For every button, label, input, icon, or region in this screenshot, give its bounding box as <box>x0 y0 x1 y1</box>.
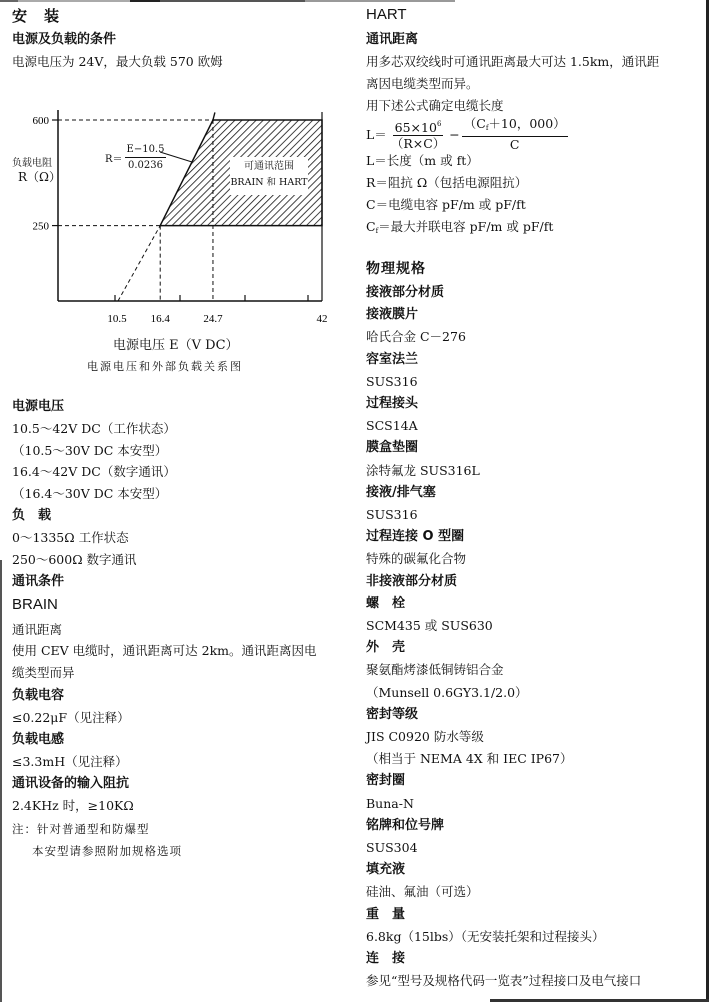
install-title: 安 装 <box>12 7 61 25</box>
spec-value: 特殊的碳氟化合物 <box>366 551 467 567</box>
cable-length-formula <box>366 116 570 152</box>
scan-left-edge <box>0 560 2 1002</box>
formula-numerator-1 <box>393 117 444 136</box>
spec-heading: 接液/排气塞 <box>366 484 436 500</box>
spec-value: 参见“型号及规格代码一览表”过程接口及电气接口 <box>366 973 642 989</box>
spec-value: 硅油、氟油（可选） <box>366 884 479 900</box>
input-impedance-heading: 通讯设备的输入阻抗 <box>12 776 130 791</box>
formula-num2-b: ＋10，000） <box>488 116 566 131</box>
load-line: 250～600Ω 数字通讯 <box>12 552 137 567</box>
hart-title: HART <box>366 6 407 23</box>
spec-value: （相当于 NEMA 4X 和 IEC IP67） <box>366 751 573 767</box>
brain-distance-label: 通讯距离 <box>12 622 63 637</box>
formula-denominator-1: （R×C） <box>390 136 446 151</box>
load-line: 0～1335Ω 工作状态 <box>12 530 129 545</box>
x-tick-label: 10.5 <box>107 313 127 325</box>
supply-load-chart <box>0 100 350 390</box>
spec-heading: 接液膜片 <box>366 307 419 323</box>
x-axis-label: 电源电压 E（V DC） <box>113 338 239 353</box>
spec-value: 哈氏合金 C－276 <box>366 329 466 345</box>
formula-num2-a: （C <box>463 116 486 131</box>
spec-value: Buna-N <box>366 795 414 811</box>
brain-distance-line: 使用 CEV 电缆时，通讯距离可达 2km。通讯距离因电 <box>12 643 317 658</box>
brain-distance-line: 缆类型而异 <box>12 665 75 680</box>
formula-def: L＝长度（m 或 ft） <box>366 153 479 168</box>
load-inductance-heading: 负载电感 <box>12 732 65 747</box>
spec-heading: 非接液部分材质 <box>366 573 458 589</box>
chart-title: 电源电压和外部负载关系图 <box>87 360 243 373</box>
spec-heading: 铭牌和位号牌 <box>366 817 445 833</box>
region-label-line2: BRAIN 和 HART <box>230 177 308 188</box>
hart-distance-line: 用多芯双绞线时可通讯距离最大可达 1.5km，通讯距 <box>366 54 660 69</box>
power-load-text: 电源电压为 24V，最大负载 570 欧姆 <box>12 54 223 69</box>
chart-formula-denominator: 0.0236 <box>128 160 163 171</box>
load-capacitance-heading: 负载电容 <box>12 688 65 703</box>
spec-value: SUS304 <box>366 840 418 855</box>
spec-heading: 接液部分材质 <box>366 285 445 300</box>
spec-heading: 重 量 <box>366 906 406 922</box>
physical-title: 物理规格 <box>366 261 426 277</box>
supply-voltage-heading: 电源电压 <box>12 399 65 414</box>
x-tick-label: 16.4 <box>150 313 170 325</box>
spec-value: 涂特氟龙 SUS316L <box>366 462 480 478</box>
input-impedance-value: 2.4KHz 时，≥10KΩ <box>12 798 134 813</box>
formula-minus: − <box>449 126 460 142</box>
hart-distance-heading: 通讯距离 <box>366 32 419 47</box>
formula-intro: 用下述公式确定电缆长度 <box>366 98 504 113</box>
spec-heading: 容室法兰 <box>366 351 419 367</box>
boundary-extension-dashed <box>118 226 160 301</box>
formula-def-cf <box>366 218 553 240</box>
spec-value: 聚氨酯烤漆低铜铸铝合金 <box>366 662 504 678</box>
supply-voltage-line: （16.4～30V DC 本安型） <box>12 486 168 501</box>
cf-sub: f <box>375 227 379 235</box>
formula-def: R＝阻抗 Ω（包括电源阻抗） <box>366 175 528 190</box>
formula-fraction-2 <box>462 116 568 152</box>
formula-num2-sub: f <box>485 124 489 132</box>
load-inductance-value: ≤3.3mH（见注释） <box>12 754 128 769</box>
formula-num1-exp: 6 <box>436 120 442 128</box>
formula-num1-base: 65×10 <box>394 120 437 135</box>
formula-lhs: L＝ <box>366 127 387 142</box>
spec-value: （Munsell 0.6GY3.1/2.0） <box>366 684 528 700</box>
spec-heading: 膜盒垫圈 <box>366 440 419 456</box>
formula-def: C＝电缆电容 pF/m 或 pF/ft <box>366 197 526 212</box>
y-axis-label-line2: R（Ω） <box>18 170 61 184</box>
note-line: 注：针对普通型和防爆型 <box>12 822 150 836</box>
supply-voltage-line: （10.5～30V DC 本安型） <box>12 443 168 458</box>
spec-heading: 密封圈 <box>366 773 406 789</box>
boundary-line-top <box>213 112 215 120</box>
y-tick-label: 600 <box>32 115 49 127</box>
y-axis-label-line1: 负载电阻 <box>12 158 52 169</box>
spec-heading: 过程接头 <box>366 396 419 411</box>
x-tick-label: 24.7 <box>203 313 223 325</box>
power-load-heading: 电源及负载的条件 <box>12 32 117 47</box>
hart-distance-line: 离因电缆类型而异。 <box>366 76 479 91</box>
note-line: 本安型请参照附加规格选项 <box>32 844 182 858</box>
supply-voltage-line: 10.5～42V DC（工作状态） <box>12 421 176 436</box>
spec-heading: 螺 栓 <box>366 595 406 611</box>
spec-value: SUS316 <box>366 507 418 522</box>
spec-heading: 密封等级 <box>366 706 419 722</box>
region-label <box>230 157 308 195</box>
cf-post: ＝最大并联电容 pF/m 或 pF/ft <box>378 219 554 234</box>
chart-formula-fraction <box>125 142 167 173</box>
x-tick-label: 42 <box>316 313 328 325</box>
spec-value: 6.8kg（15lbs）（无安装托架和过程接头） <box>366 928 605 944</box>
brain-title: BRAIN <box>12 596 58 613</box>
spec-value: SUS316 <box>366 373 418 389</box>
spec-value: SCS14A <box>366 418 418 434</box>
formula-fraction-1 <box>389 117 447 151</box>
spec-heading: 过程连接 O 型圈 <box>366 529 465 545</box>
spec-value: JIS C0920 防水等级 <box>366 729 484 744</box>
chart-formula <box>105 142 168 173</box>
spec-heading: 填充液 <box>366 862 406 878</box>
spec-value: SCM435 或 SUS630 <box>366 618 493 633</box>
formula-denominator-2: C <box>509 137 520 152</box>
load-heading: 负 载 <box>12 508 52 523</box>
cf-pre: C <box>366 219 376 234</box>
region-label-line1: 可通讯范围 <box>244 161 294 172</box>
supply-voltage-line: 16.4～42V DC（数字通讯） <box>12 464 176 479</box>
comm-heading: 通讯条件 <box>12 574 65 589</box>
scan-top-edge <box>0 0 709 2</box>
spec-heading: 外 壳 <box>366 640 406 656</box>
chart-formula-numerator: E−10.5 <box>125 142 167 158</box>
spec-heading: 连 接 <box>366 951 406 966</box>
load-capacitance-value: ≤0.22μF（见注释） <box>12 710 130 725</box>
chart-formula-lhs: R＝ <box>105 154 123 165</box>
y-tick-label: 250 <box>32 220 49 233</box>
formula-numerator-2 <box>462 116 568 137</box>
